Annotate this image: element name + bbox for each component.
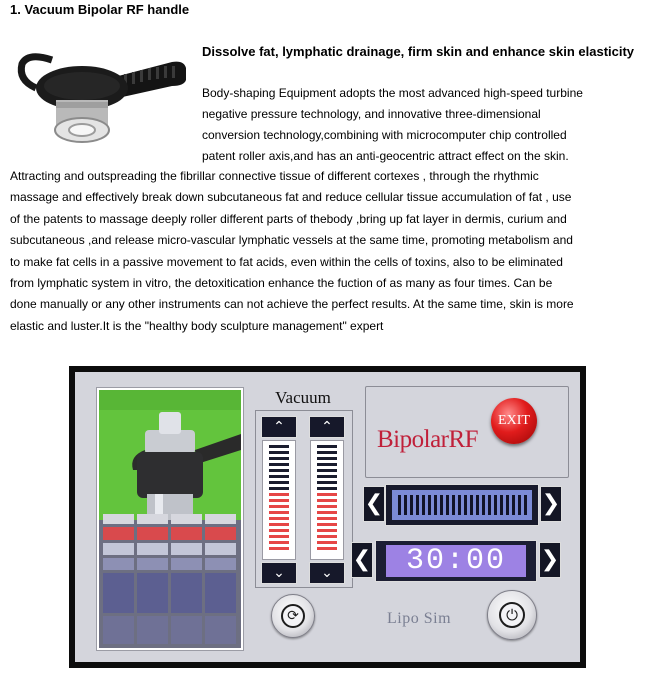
vacuum-right-down-button[interactable]: ⌄ [309,562,345,584]
intensity-increase-button[interactable]: ❯ [540,486,562,522]
power-icon: ⏻ [499,602,525,628]
body-line: of the patents to massage deeply roller different parts of thebody ,bring up fat layer in dermis, curium and [10,211,567,226]
power-button[interactable] [487,590,537,640]
touch-screen [75,372,580,662]
body-line: done manually or any other instruments can not achieve the perfect results. At the same time, skin is more [10,297,574,312]
intro-paragraph [202,83,638,167]
vacuum-level-meter-left [262,440,296,560]
section-subheading: Dissolve fat, lymphatic drainage, firm skin and enhance skin elasticity [202,44,635,59]
handle-preview-image [97,388,243,650]
body-line: to make fat cells in a passive movement to fat acids, even within the cells of toxins, also to be eliminated [10,254,563,269]
intro-line: Body-shaping Equipment adopts the most advanced high-speed turbine [202,86,583,100]
body-line: Attracting and outspreading the fibrillar connective tissue of different cortexes , through the rhythmic [10,169,539,183]
brand-logo: Lipo Sim [387,610,452,627]
timer-decrease-button[interactable]: ❮ [351,542,373,578]
intro-line: negative pressure technology, and innovative three-dimensional [202,107,541,121]
timer-display [375,540,537,582]
vacuum-level-meter-right [310,440,344,560]
cycle-icon: ⟳ [281,604,305,628]
mode-cycle-button[interactable] [271,594,315,638]
brand-title: BipolarRF [377,426,479,453]
vacuum-right-up-button[interactable]: ⌃ [309,416,345,438]
vacuum-left-up-button[interactable]: ⌃ [261,416,297,438]
vacuum-left-down-button[interactable]: ⌄ [261,562,297,584]
vacuum-rf-handle-image [12,40,192,152]
device-screen-photo [69,366,586,668]
exit-button[interactable]: EXIT [491,398,537,444]
intensity-decrease-button[interactable]: ❮ [363,486,385,522]
timer-value: 30:00 [386,545,526,577]
timer-increase-button[interactable]: ❯ [539,542,561,578]
body-line: elastic and luster.It is the "healthy body sculpture management" expert [10,318,384,333]
intensity-slider[interactable] [385,484,539,526]
vacuum-label: Vacuum [275,388,331,407]
intro-line: patent roller axis,and has an anti-geocentric attract effect on the skin. [202,149,569,163]
body-line: massage and effectively break down subcutaneous fat and reduce cellular tissue accumulation of fat , use [10,190,572,205]
section-heading: 1. Vacuum Bipolar RF handle [10,2,190,17]
body-line: subcutaneous ,and release micro-vascular lymphatic vessels at the same time, promoting metabolism and [10,233,573,248]
body-line: from lymphatic system in vitro, the detoxitication enhance the fuction of as many as four times. Can be [10,276,553,291]
intro-line: conversion technology,combining with microcomputer chip controlled [202,128,567,142]
body-paragraph [10,166,640,337]
